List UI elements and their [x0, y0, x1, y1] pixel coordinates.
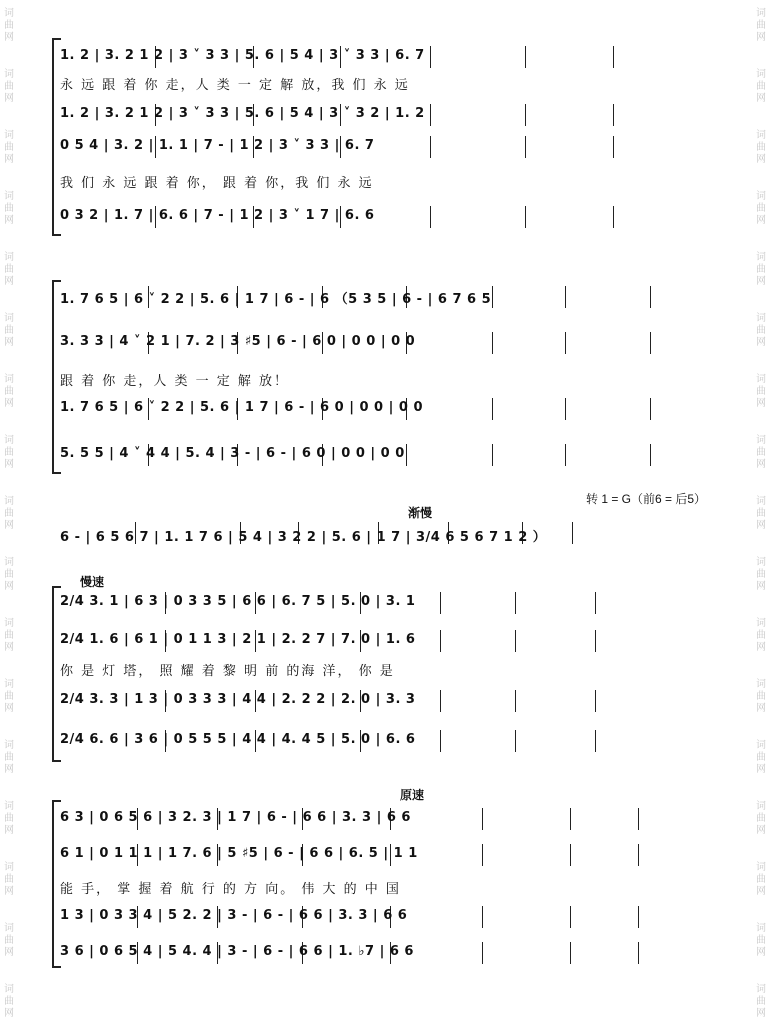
barline [440, 690, 441, 712]
jianpu-notes: 5. 5 5 | 4 ˅ 4 4 | 5. 4 | 3 - | 6 - | 6 0 | 0 0 | 0 0 [60, 446, 405, 461]
notation-line [60, 630, 740, 652]
barline [515, 592, 516, 614]
barline [595, 630, 596, 652]
barline [482, 942, 483, 964]
lyric-line [60, 876, 740, 898]
jianpu-notes: 2/4 6. 6 | 3 6 | 0 5 5 5 | 4 4 | 4. 4 5 | 5. 0 | 6. 6 [60, 732, 416, 747]
notation-line [60, 46, 740, 68]
watermark-left: 词 曲 网 [4, 923, 14, 958]
watermark-left: 词 曲 网 [4, 618, 14, 653]
barline [595, 730, 596, 752]
barline [638, 942, 639, 964]
barline [515, 690, 516, 712]
watermark-right: 词 曲 网 [756, 313, 766, 348]
barline [515, 630, 516, 652]
barline [613, 136, 614, 158]
barline [650, 286, 651, 308]
barline [492, 444, 493, 466]
barline [595, 592, 596, 614]
lyric-line [60, 72, 740, 94]
watermark-left: 词 曲 网 [4, 435, 14, 470]
barline [570, 906, 571, 928]
jianpu-notes: 6 1 | 0 1 1 1 | 1 7. 6 | 5 ♯5 | 6 - | 6 6 | 6. 5 | 1 1 [60, 846, 418, 861]
barline [570, 942, 571, 964]
lyric-line [60, 658, 740, 680]
notation-line [60, 136, 740, 158]
notation-line [60, 906, 740, 928]
watermark-left: 词 曲 网 [4, 69, 14, 104]
watermark-right: 词 曲 网 [756, 191, 766, 226]
watermark-left: 词 曲 网 [4, 130, 14, 165]
watermark-left: 词 曲 网 [4, 496, 14, 531]
lyric-text: 我 们 永 远 跟 着 你， 跟 着 你，我 们 永 远 [60, 176, 374, 191]
a-tempo-mark: 原速 [400, 788, 425, 802]
watermark-left: 词 曲 网 [4, 679, 14, 714]
notation-line [60, 592, 740, 614]
jianpu-notes: 2/4 1. 6 | 6 1 | 0 1 1 3 | 2 1 | 2. 2 7 | 7. 0 | 1. 6 [60, 632, 416, 647]
barline [613, 46, 614, 68]
jianpu-notes: 1. 2 | 3. 2 1 2 | 3 ˅ 3 3 | 5. 6 | 5 4 | 3 ˅ 3 3 | 6. 7 [60, 48, 425, 63]
barline [492, 286, 493, 308]
barline [440, 630, 441, 652]
watermark-right: 词 曲 网 [756, 679, 766, 714]
barline [482, 906, 483, 928]
watermark-right: 词 曲 网 [756, 130, 766, 165]
barline [525, 104, 526, 126]
jianpu-notes: 1. 2 | 3. 2 1 2 | 3 ˅ 3 3 | 5. 6 | 5 4 | 3 ˅ 3 2 | 1. 2 [60, 106, 425, 121]
watermark-right: 词 曲 网 [756, 862, 766, 897]
watermark-right: 词 曲 网 [756, 8, 766, 43]
barline [492, 398, 493, 420]
notation-line [60, 104, 740, 126]
ritardando-mark: 渐慢 [408, 506, 433, 520]
jianpu-notes: 6 - | 6 5 6 7 | 1. 1 7 6 | 5 4 | 3 2 2 | 5. 6 | 1 7 | 3/4 6 5 6 7 1 2 ） [60, 530, 547, 545]
jianpu-notes: 0 3 2 | 1. 7 | 6. 6 | 7 - | 1 2 | 3 ˅ 1 7 | 6. 6 [60, 208, 375, 223]
notation-line [60, 444, 740, 466]
watermark-left: 词 曲 网 [4, 252, 14, 287]
barline [406, 444, 407, 466]
barline [650, 398, 651, 420]
notation-line [60, 332, 740, 354]
watermark-left: 词 曲 网 [4, 801, 14, 836]
jianpu-notes: 1. 7 6 5 | 6 ˅ 2 2 | 5. 6 | 1 7 | 6 - | 6 （5 3 5 | 6 - | 6 7 6 5 [60, 292, 492, 307]
barline [430, 136, 431, 158]
barline [570, 808, 571, 830]
notation-line [60, 844, 740, 866]
lyric-line [60, 170, 740, 192]
jianpu-notes: 3. 3 3 | 4 ˅ 2 1 | 7. 2 | 3 ♯5 | 6 - | 6 0 | 0 0 | 0 0 [60, 334, 416, 349]
barline [440, 730, 441, 752]
watermark-right: 词 曲 网 [756, 984, 766, 1019]
watermark-right: 词 曲 网 [756, 740, 766, 775]
notation-line [60, 690, 740, 712]
barline [525, 136, 526, 158]
watermark-right: 词 曲 网 [756, 496, 766, 531]
notation-line [60, 286, 740, 308]
watermark-right: 词 曲 网 [756, 801, 766, 836]
jianpu-notes: 1. 7 6 5 | 6 ˅ 2 2 | 5. 6 | 1 7 | 6 - | 6 0 | 0 0 | 0 0 [60, 400, 423, 415]
jianpu-notes: 2/4 3. 3 | 1 3 | 0 3 3 3 | 4 4 | 2. 2 2 | 2. 0 | 3. 3 [60, 692, 416, 707]
barline [525, 206, 526, 228]
barline [440, 592, 441, 614]
notation-line [60, 206, 740, 228]
barline [565, 444, 566, 466]
barline [482, 808, 483, 830]
barline [638, 808, 639, 830]
barline [565, 332, 566, 354]
barline [430, 206, 431, 228]
barline [525, 46, 526, 68]
lyric-text: 永 远 跟 着 你 走，人 类 一 定 解 放，我 们 永 远 [60, 78, 410, 93]
barline [570, 844, 571, 866]
watermark-left: 词 曲 网 [4, 557, 14, 592]
barline [565, 286, 566, 308]
barline [613, 104, 614, 126]
barline [613, 206, 614, 228]
watermark-right: 词 曲 网 [756, 923, 766, 958]
notation-line [60, 808, 740, 830]
jianpu-notes: 6 3 | 0 6 5 6 | 3 2. 3 | 1 7 | 6 - | 6 6 | 3. 3 | 6 6 [60, 810, 411, 825]
barline [515, 730, 516, 752]
barline [650, 332, 651, 354]
watermark-left: 词 曲 网 [4, 374, 14, 409]
tempo-slow-mark: 慢速 [80, 575, 105, 589]
lyric-text: 能 手， 掌 握 着 航 行 的 方 向。 伟 大 的 中 国 [60, 882, 401, 897]
jianpu-notes: 0 5 4 | 3. 2 | 1. 1 | 7 - | 1 2 | 3 ˅ 3 3 | 6. 7 [60, 138, 375, 153]
barline [565, 398, 566, 420]
watermark-right: 词 曲 网 [756, 69, 766, 104]
notation-line [60, 522, 740, 544]
barline [650, 444, 651, 466]
watermark-left: 词 曲 网 [4, 984, 14, 1019]
lyric-line [60, 368, 740, 390]
watermark-left: 词 曲 网 [4, 191, 14, 226]
barline [482, 844, 483, 866]
watermark-left: 词 曲 网 [4, 8, 14, 43]
notation-line [60, 730, 740, 752]
notation-line [60, 398, 740, 420]
barline [430, 104, 431, 126]
barline [492, 332, 493, 354]
watermark-right: 词 曲 网 [756, 618, 766, 653]
watermark-left: 词 曲 网 [4, 740, 14, 775]
notation-line [60, 942, 740, 964]
watermark-left: 词 曲 网 [4, 862, 14, 897]
barline [595, 690, 596, 712]
jianpu-notes: 2/4 3. 1 | 6 3 | 0 3 3 5 | 6 6 | 6. 7 5 | 5. 0 | 3. 1 [60, 594, 416, 609]
watermark-right: 词 曲 网 [756, 557, 766, 592]
barline [430, 46, 431, 68]
jianpu-notes: 1 3 | 0 3 3 4 | 5 2. 2 | 3 - | 6 - | 6 6 | 3. 3 | 6 6 [60, 908, 408, 923]
jianpu-notes: 3 6 | 0 6 5 4 | 5 4. 4 | 3 - | 6 - | 6 6 | 1. ♭7 | 6 6 [60, 944, 414, 959]
barline [638, 844, 639, 866]
barline [572, 522, 573, 544]
watermark-right: 词 曲 网 [756, 252, 766, 287]
watermark-right: 词 曲 网 [756, 374, 766, 409]
barline [638, 906, 639, 928]
lyric-text: 跟 着 你 走，人 类 一 定 解 放！ [60, 374, 290, 389]
watermark-right: 词 曲 网 [756, 435, 766, 470]
key-change-label: 转 1 = G（前6 = 后5） [586, 492, 707, 506]
watermark-left: 词 曲 网 [4, 313, 14, 348]
lyric-text: 你 是 灯 塔， 照 耀 着 黎 明 前 的海 洋， 你 是 [60, 664, 395, 679]
